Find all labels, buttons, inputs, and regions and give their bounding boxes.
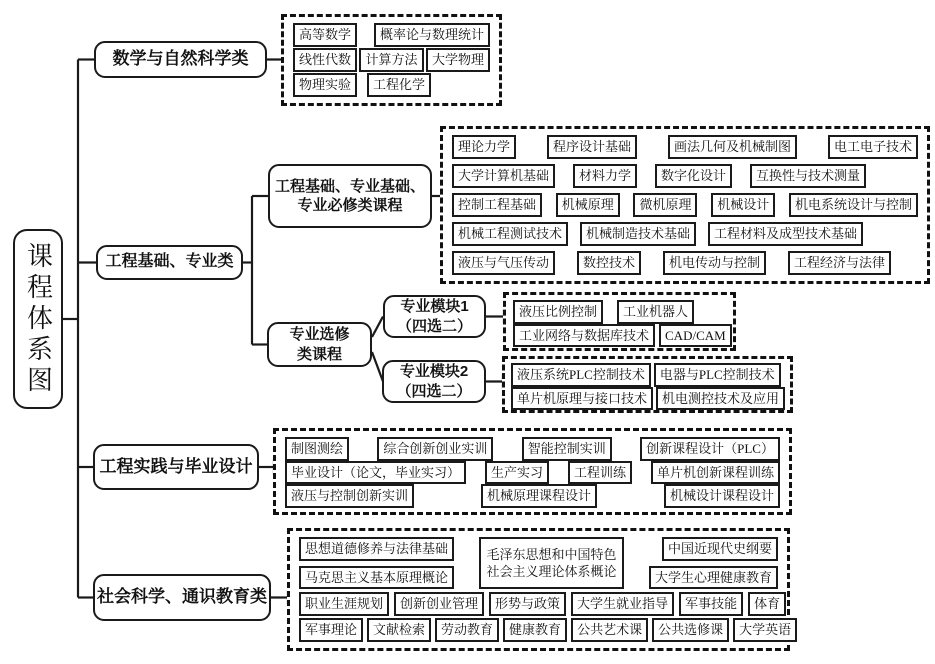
course-box: 数字化设计	[655, 164, 732, 188]
course-row	[513, 300, 726, 324]
course-row	[299, 592, 781, 616]
course-box: 机电测控技术及应用	[656, 387, 785, 411]
course-box: 军事理论	[299, 618, 363, 642]
course-box: 职业生涯规划	[299, 592, 389, 616]
course-box: 形势与政策	[489, 592, 566, 616]
course-row	[452, 193, 918, 217]
root-node: 课程体系图	[13, 229, 63, 409]
course-row	[285, 437, 780, 461]
course-box: 工程训练	[568, 461, 632, 485]
branch-math-label: 数学与自然科学类	[112, 49, 249, 69]
course-box: 生产实习	[485, 461, 549, 485]
course-box: 大学生就业指导	[571, 592, 674, 616]
course-box: 程序设计基础	[547, 135, 637, 159]
course-box: 大学英语	[733, 618, 797, 642]
course-row	[299, 618, 792, 642]
course-box: 控制工程基础	[452, 193, 542, 217]
course-box: 液压系统PLC控制技术	[511, 363, 651, 387]
course-box: 概率论与数理统计	[374, 23, 490, 47]
group-required-courses	[440, 126, 930, 284]
course-box: 单片机原理与接口技术	[511, 387, 653, 411]
course-box: 线性代数	[293, 48, 357, 72]
course-box: 大学生心理健康教育	[649, 566, 778, 590]
course-box: 大学物理	[426, 48, 490, 72]
branch-practice-label: 工程实践与毕业设计	[99, 456, 253, 476]
branch-social-label: 社会科学、通识教育类	[97, 587, 267, 607]
course-box: 机电传动与控制	[663, 251, 766, 275]
course-box: 机械设计	[711, 193, 775, 217]
branch-practice	[93, 444, 259, 490]
course-box: 液压比例控制	[513, 300, 603, 324]
node-elective-line1: 专业选修	[289, 326, 350, 343]
course-box: 机械工程测试技术	[452, 222, 568, 246]
course-box: 理论力学	[452, 135, 516, 159]
course-box: 思想道德修养与法律基础	[299, 537, 454, 561]
course-row	[513, 324, 726, 348]
group-module1-courses	[503, 292, 736, 351]
course-box: 工程材料及成型技术基础	[708, 222, 863, 246]
course-box: 毕业设计（论文，毕业实习）	[285, 461, 466, 485]
course-box: 公共选修课	[652, 618, 729, 642]
node-module1	[383, 295, 486, 338]
course-box: 大学计算机基础	[452, 164, 555, 188]
node-module2-line1: 专业模块2	[399, 363, 469, 380]
social-top-area	[299, 537, 778, 589]
node-elective-line2: 类课程	[296, 345, 342, 363]
course-row	[293, 48, 490, 72]
social-left-column	[299, 537, 454, 589]
course-row	[285, 461, 780, 485]
course-box: 综合创新创业实训	[377, 437, 493, 461]
node-module1-line2: （四选二）	[396, 317, 472, 335]
course-box: 制图测绘	[285, 437, 349, 461]
course-box: 单片机创新课程训练	[651, 461, 780, 485]
node-required-courses	[268, 164, 432, 228]
course-box: 电器与PLC控制技术	[654, 363, 781, 387]
course-box: 机电系统设计与控制	[789, 193, 918, 217]
course-row	[285, 484, 780, 508]
course-box: 创新创业管理	[394, 592, 484, 616]
course-row	[452, 251, 918, 275]
course-box: 材料力学	[573, 164, 637, 188]
node-required-line2: 专业必修类课程	[297, 197, 403, 214]
course-box: 微机原理	[633, 193, 697, 217]
course-box: 机械制造技术基础	[580, 222, 696, 246]
branch-engineering-label: 工程基础、专业类	[105, 253, 234, 271]
course-box: 工程化学	[367, 73, 431, 97]
course-box: 劳动教育	[435, 618, 499, 642]
course-box: 文献检索	[367, 618, 431, 642]
course-row	[452, 222, 918, 246]
course-box: 画法几何及机械制图	[668, 135, 797, 159]
group-module2-courses	[502, 356, 793, 413]
course-row	[511, 387, 784, 411]
course-row	[293, 73, 490, 97]
course-box: 机械设计课程设计	[664, 484, 780, 508]
course-box: 数控技术	[577, 251, 641, 275]
group-practice-courses	[273, 428, 792, 515]
course-box: 创新课程设计（PLC）	[640, 437, 780, 461]
course-box: 机械原理	[556, 193, 620, 217]
course-box: 工程经济与法律	[788, 251, 891, 275]
node-module2-line2: （四选二）	[396, 382, 472, 400]
course-box: 计算方法	[359, 48, 423, 72]
course-box: 马克思主义基本原理概论	[299, 566, 454, 590]
course-box: 物理实验	[293, 73, 357, 97]
branch-social	[93, 574, 271, 621]
group-social-courses	[287, 528, 790, 651]
course-box: 体育	[748, 592, 786, 616]
course-box: 工业机器人	[617, 300, 694, 324]
course-box: 工业网络与数据库技术	[513, 324, 655, 348]
course-row	[511, 363, 784, 387]
course-box: 液压与气压传动	[452, 251, 555, 275]
node-elective-courses	[267, 322, 372, 367]
course-box: CAD/CAM	[659, 324, 732, 348]
course-box: 公共艺术课	[571, 618, 648, 642]
course-line1: 毛泽东思想和中国特色	[486, 546, 617, 562]
course-box: 军事技能	[679, 592, 743, 616]
social-right-column	[649, 537, 778, 589]
course-row	[452, 164, 918, 188]
course-box: 液压与控制创新实训	[285, 484, 414, 508]
branch-engineering	[96, 245, 243, 280]
course-line2: 社会主义理论体系概论	[486, 564, 617, 580]
course-box: 智能控制实训	[522, 437, 612, 461]
course-row	[452, 135, 918, 159]
course-box	[479, 537, 623, 589]
course-box: 电工电子技术	[828, 135, 918, 159]
course-box: 互换性与技术测量	[750, 164, 866, 188]
node-required-line1: 工程基础、专业基础、	[274, 177, 425, 195]
course-box: 中国近现代史纲要	[662, 537, 778, 561]
node-module1-line1: 专业模块1	[400, 298, 469, 315]
group-math-courses	[281, 14, 502, 106]
course-row	[293, 23, 490, 47]
node-module2	[382, 360, 486, 403]
course-box: 高等数学	[293, 23, 357, 47]
course-box: 机械原理课程设计	[481, 484, 597, 508]
course-box: 健康教育	[503, 618, 567, 642]
branch-math	[94, 41, 267, 78]
